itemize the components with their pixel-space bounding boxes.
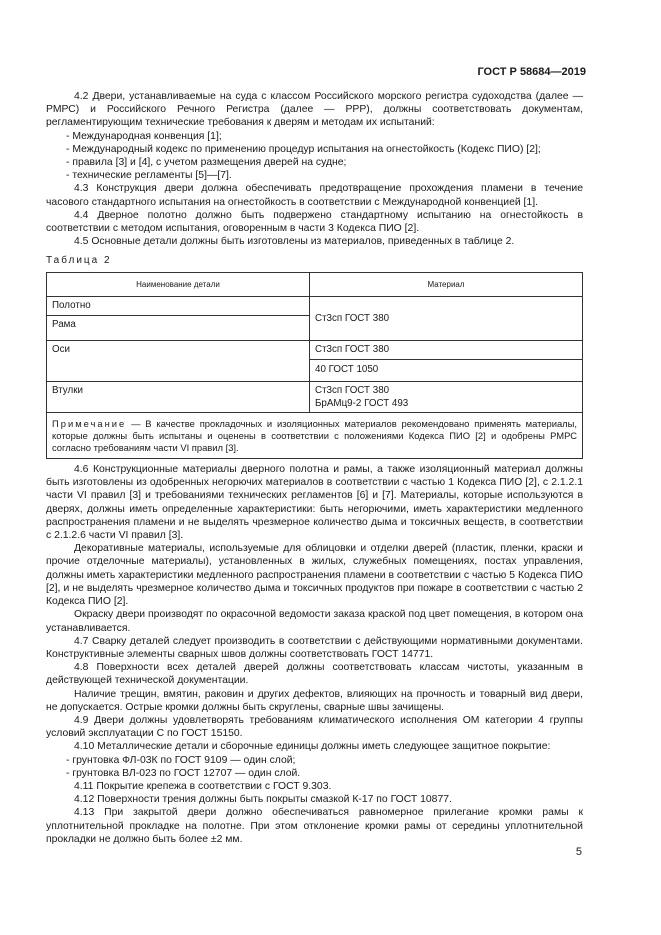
paragraph-4-2: 4.2 Двери, устанавливаемые на суда с классом Российского морского регистра судоходства (далее — РМРС) и Российского Речного Регистра (далее — РРР), должны соответствовать документам, регламентирующим технические требования к дверям и методам их испытаний: [46,91,583,129]
page-number: 5 [575,846,582,858]
paragraph-4-6-paint: Окраску двери производят по окрасочной ведомости заказа краской под цвет помещения, в котором она устанавливается. [46,609,583,634]
paragraph-4-6: 4.6 Конструкционные материалы дверного полотна и рамы, а также изоляционный материал должны быть изготовлены из одобренных негорючих материалов в соответствии с частью 1 Кодекса ПИО [2], с 2.1.2.1 части VI правил [3] и требованиями технических регламентов [6] и [7]. Материалы, которые используются в дверях, должны иметь определенные характеристики: быть негорючими, иметь характеристики медленного распространения пламени и не выделять чрезмерное количество дыма и токсичных веществ, в соответствии с 2.1.2.6 части VI правил [3]. [46,464,583,542]
table-row [47,296,583,340]
list-item: - грунтовка ФЛ-03К по ГОСТ 9109 — один слой; [66,754,296,766]
table-caption: Таблица 2 [46,255,112,267]
material-name: 40 ГОСТ 1050 [315,364,379,376]
list-item: - грунтовка ВЛ-023 по ГОСТ 12707 — один слой. [66,767,301,779]
table-cell-part [47,296,310,340]
paragraph-4-8: 4.8 Поверхности всех деталей дверей должны соответствовать классам чистоты, указанным в действующей технической документации. [46,662,583,687]
material-name: Ст3сп ГОСТ 380 [310,341,582,360]
paragraph-4-11: 4.11 Покрытие крепежа в соответствии с ГОСТ 9.303. [74,780,332,792]
table-row [47,341,583,381]
table-note [47,413,583,459]
table-cell-material [310,341,583,381]
paragraph-4-13: 4.13 При закрытой двери должно обеспечиваться равномерное прилегание кромки рамы к уплотнительной прокладке на полотне. При этом отклонение кромки рамы от середины уплотнительной прокладки не должно быть более ±2 мм. [46,807,583,845]
table-note-row [47,413,583,459]
paragraph-4-4: 4.4 Дверное полотно должно быть подвержено стандартному испытанию на огнестойкость в соответствии с методом испытания, оговоренным в части 3 Кодекса ПИО [2]. [46,209,583,235]
paragraph-4-6-decor: Декоративные материалы, используемые для облицовки и отделки дверей (пластик, пленки, краски и прочие отделочные материалы), установленных в жилых, служебных помещениях, постах управления, должны иметь характеристики медленного распространения пламени в соответствии с частью 5 Кодекса ПИО [2], и не выделять чрезмерное количество дыма и токсичных продуктов при пожаре в соответствии с частью 2 Кодекса ПИО [2]. [46,543,583,608]
materials-table [46,272,583,459]
paragraph-4-12: 4.12 Поверхности трения должны быть покрыты смазкой К-17 по ГОСТ 10877. [74,794,452,806]
part-name: Рама [52,319,76,331]
table-cell-material [310,381,583,412]
column-header-material: Материал [310,272,583,296]
paragraph-4-3: 4.3 Конструкция двери должна обеспечивать предотвращение прохождения пламени в течение часового стандартного испытания на огнестойкость в соответствии с Международной конвенцией [1]. [46,183,583,208]
material-name: Ст3сп ГОСТ 380 [315,384,390,396]
list-item: - технические регламенты [5]—[7]. [66,170,232,182]
list-item: - правила [3] и [4], с учетом размещения дверей на судне; [66,157,347,169]
table-row [47,381,583,412]
column-header-part: Наименование детали [47,272,310,296]
list-item: - Международная конвенция [1]; [66,130,222,142]
document-body [46,90,583,846]
part-name: Оси [47,341,310,381]
paragraph-4-10: 4.10 Металлические детали и сборочные единицы должны иметь следующее защитное покрытие: [74,741,551,753]
note-label: Примечание [52,418,127,430]
paragraph-4-9: 4.9 Двери должны удовлетворять требованиям климатического исполнения ОМ категории 4 группы условий эксплуатации С по ГОСТ 15150. [46,714,583,740]
table-cell-material: Ст3сп ГОСТ 380 [310,296,583,340]
paragraph-4-5: 4.5 Основные детали должны быть изготовлены из материалов, приведенных в таблице 2. [74,236,515,248]
list-item: - Международный кодекс по применению процедур испытания на огнестойкость (Кодекс ПИО) [2]; [66,143,541,155]
material-name: БрАМц9-2 ГОСТ 493 [315,397,409,409]
standard-number: ГОСТ Р 58684—2019 [477,66,586,78]
paragraph-4-8-defects: Наличие трещин, вмятин, раковин и других дефектов, влияющих на прочность и товарный вид двери, не допускается. Острые кромки должны быть скруглены, сварные швы зачищены. [46,688,583,713]
table-header-row [47,272,583,296]
part-name: Полотно [47,297,309,316]
note-text: — В качестве прокладочных и изоляционных материалов рекомендовано применять материалы, которые должны быть испытаны и оценены в соответствии с положениями Кодекса ПИО [2] и одобрены РМРС согласно требованиям части VI правил [3]. [52,418,577,454]
paragraph-4-7: 4.7 Сварку деталей следует производить в соответствии с действующими нормативными документами. Конструктивные элементы сварных швов должны соответствовать ГОСТ 14771. [46,635,583,660]
part-name: Втулки [47,381,310,412]
